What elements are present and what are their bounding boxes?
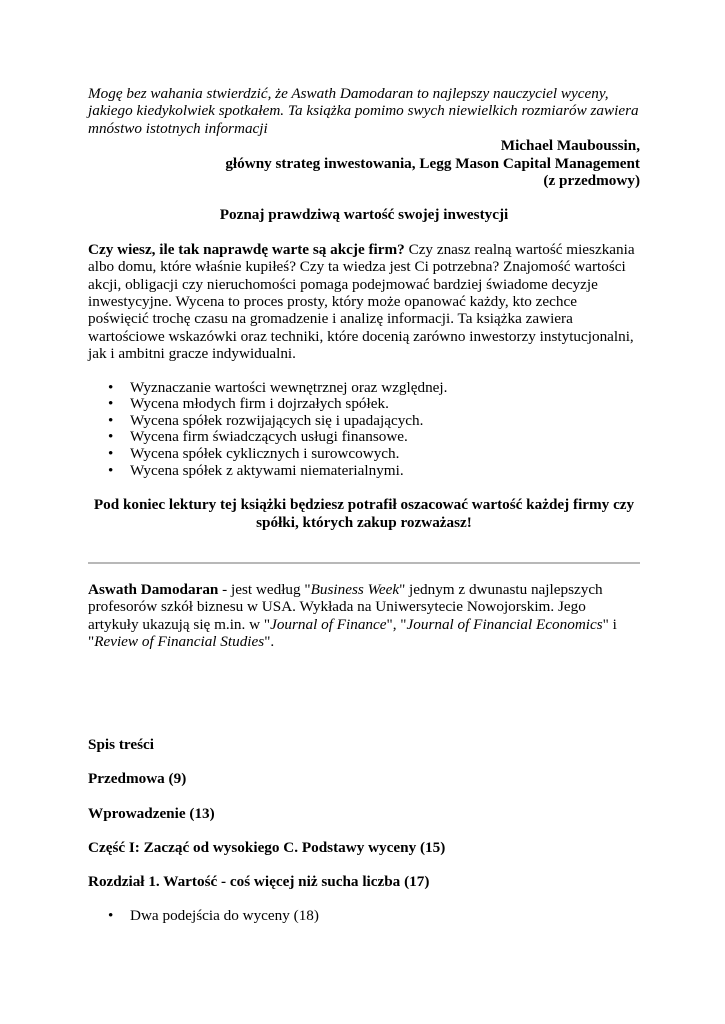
document-page: [88, 85, 640, 924]
section-divider: [88, 562, 640, 564]
bullet-item: • Wycena spółek z aktywami niematerialnymi.: [130, 463, 640, 480]
toc-entry: Przedmowa (9): [88, 770, 187, 788]
author-name: Aswath Damodaran: [88, 581, 219, 599]
toc-sub-list: [88, 908, 640, 925]
bullet-item: • Wyznaczanie wartości wewnętrznej oraz względnej.: [130, 380, 640, 397]
intro-lead-question: Czy wiesz, ile tak naprawdę warte są akcje firm?: [88, 240, 405, 258]
publication-title: Journal of Finance: [270, 615, 387, 633]
intro-body-text: Czy znasz realną wartość mieszkania albo domu, które właśnie kupiłeś? Czy ta wiedza jest Ci potrzebna? Znajomość wartości akcji, obligacji czy nieruchomości pomaga podejmować bardziej świadome decyzje inwestycyjne. Wycena to proces prosty, który może opanować każdy, kto zechce poświęcić trochę czasu na gromadzenie i analizę informacji. Ta książka zawiera wartościowe wskazówki oraz techniki, które docenią zarówno inwestorzy instytucjonalni, jak i ambitni gracze indywidualni.: [88, 240, 635, 363]
intro-paragraph: [88, 241, 640, 363]
section-heading: Poznaj prawdziwą wartość swojej inwestycji: [219, 206, 509, 224]
publication-title: Journal of Financial Economics: [406, 615, 603, 633]
author-bio-text: " i ": [88, 615, 617, 651]
closing-statement: Pod koniec lektury tej książki będziesz potrafił oszacować wartość każdej firmy czy spółki, których zakup rozważasz!: [93, 496, 635, 531]
toc-title: Spis treści: [88, 735, 154, 753]
quote-source: (z przedmowy): [543, 172, 640, 190]
toc-entry: Wprowadzenie (13): [88, 804, 215, 822]
bullet-item: • Wycena spółek cyklicznych i surowcowych.: [130, 446, 640, 463]
toc-entry: Część I: Zacząć od wysokiego C. Podstawy wyceny (15): [88, 838, 446, 856]
publication-title: Business Week: [310, 581, 400, 599]
quote-author: Michael Mauboussin,: [500, 137, 640, 155]
bullet-item: • Wycena spółek rozwijających się i upadających.: [130, 413, 640, 430]
publication-title: Review of Financial Studies: [94, 633, 265, 651]
bullet-item: • Wycena młodych firm i dojrzałych spółek.: [130, 396, 640, 413]
author-bio: [88, 581, 640, 651]
bullet-item: • Wycena firm świadczących usługi finansowe.: [130, 429, 640, 446]
author-bio-text: ".: [264, 633, 275, 651]
toc-entry: Rozdział 1. Wartość - coś więcej niż sucha liczba (17): [88, 873, 430, 891]
endorsement-quote: Mogę bez wahania stwierdzić, że Aswath Damodaran to najlepszy nauczyciel wyceny, jakiego kiedykolwiek spotkałem. Ta książka pomimo swych niewielkich rozmiarów zawiera mnóstwo istotnych informacji: [88, 85, 639, 137]
author-bio-text: ", ": [386, 615, 407, 633]
toc-sub-entry: • Dwa podejścia do wyceny (18): [130, 908, 640, 925]
author-bio-text: - jest według ": [218, 581, 311, 599]
feature-bullet-list: [88, 380, 640, 480]
quote-author-role: główny strateg inwestowania, Legg Mason Capital Management: [225, 154, 640, 172]
author-bio-text: " jednym z dwunastu najlepszych profesorów szkół biznesu w USA. Wykłada na Uniwersytecie Nowojorskim. Jego artykuły ukazują się m.in. w ": [88, 581, 603, 633]
